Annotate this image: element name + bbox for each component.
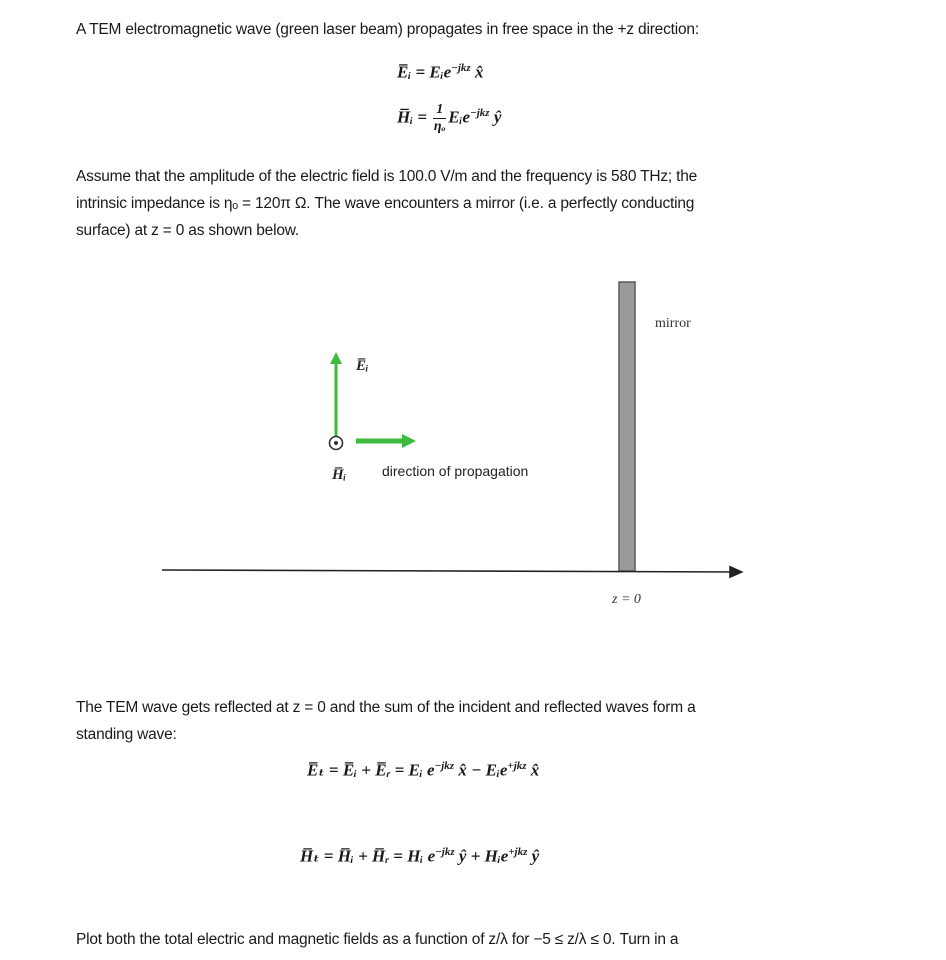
z-axis: [162, 570, 742, 572]
fraction-denominator: ηₒ: [433, 119, 446, 134]
total-e-equation: [307, 760, 539, 781]
task-line-1: Plot both the total electric and magnetic fields as a function of z/λ for −5 ≤ z/λ ≤ 0. Turn in a: [76, 931, 679, 948]
h-field-dot-center: [334, 441, 338, 445]
task-paragraph: [76, 926, 876, 953]
total-h-exp2: +jkz: [508, 846, 528, 858]
reflection-line-2: standing wave:: [76, 726, 177, 743]
h-equation-unit: ŷ: [489, 107, 502, 127]
fraction-numerator: 1: [433, 102, 446, 119]
h-equation-rest: Eᵢe: [448, 107, 471, 127]
total-h-end: ŷ: [527, 846, 540, 866]
total-e-main: E̅ₜ = E̅ᵢ + E̅ᵣ = Eᵢ e: [307, 760, 435, 780]
total-h-exp1: −jkz: [435, 846, 455, 858]
total-e-exp2: +jkz: [507, 760, 527, 772]
total-e-mid: x̂ − Eᵢe: [454, 760, 508, 780]
total-h-mid: ŷ + Hᵢe: [454, 846, 509, 866]
z-zero-label: z = 0: [612, 592, 641, 607]
mirror-label: mirror: [655, 316, 691, 331]
reflection-line-1: The TEM wave gets reflected at z = 0 and the sum of the incident and reflected waves form a: [76, 699, 696, 716]
e-field-label: E̅ᵢ: [356, 358, 369, 374]
mirror-bar: [619, 282, 635, 571]
reflection-paragraph: [76, 694, 876, 748]
total-h-equation: [300, 846, 539, 867]
h-equation-exponent: −jkz: [470, 106, 490, 119]
total-h-main: H̅ₜ = H̅ᵢ + H̅ᵣ = Hᵢ e: [300, 846, 436, 866]
propagation-arrow-head: [402, 434, 416, 448]
h-equation-lhs: H̅ᵢ =: [397, 107, 432, 127]
e-equation-unit: x̂: [470, 62, 484, 82]
e-equation-main: E̅ᵢ = Eᵢe: [397, 62, 452, 82]
assumption-line-1: Assume that the amplitude of the electric field is 100.0 V/m and the frequency is 580 THz; the: [76, 168, 698, 185]
total-e-exp1: −jkz: [434, 760, 455, 772]
e-field-arrow-head: [330, 352, 342, 364]
e-equation-exponent: −jkz: [451, 62, 471, 74]
intro-text: A TEM electromagnetic wave (green laser beam) propagates in free space in the +z direction:: [76, 21, 699, 38]
assumption-line-3: surface) at z = 0 as shown below.: [76, 222, 300, 239]
total-e-end: x̂: [526, 760, 540, 780]
h-field-label: H̅ᵢ: [332, 467, 347, 483]
direction-label: direction of propagation: [382, 463, 529, 479]
assumption-line-2: intrinsic impedance is ηₒ = 120π Ω. The wave encounters a mirror (i.e. a perfectly conducting: [76, 195, 695, 212]
